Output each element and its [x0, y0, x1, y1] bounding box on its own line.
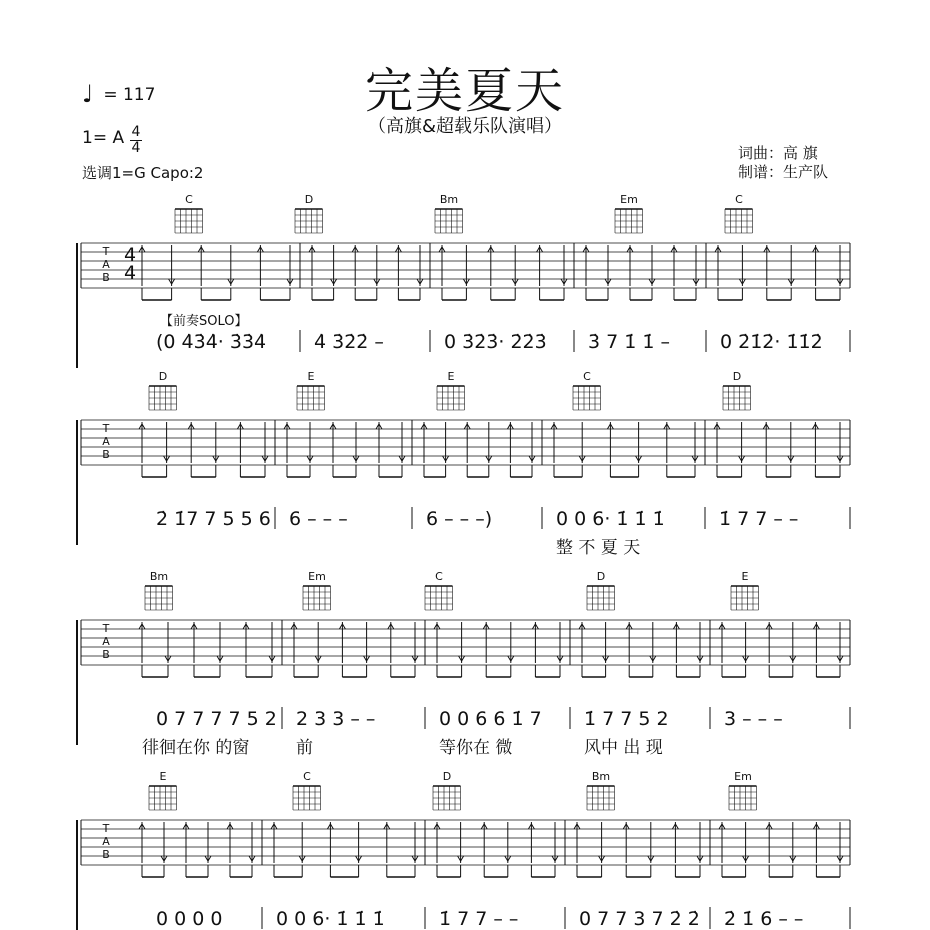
quarter-note-icon: ♩: [82, 80, 94, 108]
jianpu-notation: 0 7 7 3 7 2̇ 2̇: [579, 908, 700, 930]
jianpu-notation: 0 0 6· 1̇ 1̇ 1̇: [556, 508, 665, 530]
jianpu-notation: 0 7 7 7 7 5 2: [156, 708, 277, 730]
tab-letter: B: [102, 648, 110, 661]
chord-name: C: [583, 370, 591, 383]
lyric-line: 整 不 夏 天: [556, 538, 641, 558]
jianpu-notation: 1̇ 7 7 – –: [719, 508, 799, 530]
chord-name: Em: [308, 570, 326, 583]
lyric-line: 徘徊在你 的窗: [142, 738, 250, 758]
chord-name: Em: [620, 193, 638, 206]
chord-name: Bm: [591, 770, 611, 783]
tab-letter: T: [102, 822, 110, 835]
chord-name: E: [741, 570, 749, 583]
jianpu-notation: 0 3̇2̇3̇· 2̇2̇3̇: [444, 331, 547, 353]
chord-name: Bm: [149, 570, 169, 583]
jianpu-notation: 1̇ 7 7 – –: [439, 908, 519, 930]
chord-name: C: [185, 193, 193, 206]
song-title: 完美夏天: [364, 63, 565, 119]
lyric-line: 等你在 微: [439, 738, 513, 758]
jianpu-notation: 2̇ 1̇7 7 5 5 6: [156, 508, 271, 530]
jianpu-notation: 3 – – –: [724, 708, 783, 730]
tab-letter: B: [102, 448, 110, 461]
lyric-line: 风中 出 现: [584, 738, 663, 758]
performer-subtitle: （高旗&超载乐队演唱）: [367, 116, 563, 137]
jianpu-notation: 6 – – –: [289, 508, 348, 530]
chord-name: C: [303, 770, 311, 783]
tab-letter: A: [102, 635, 110, 648]
chord-name: C: [735, 193, 743, 206]
jianpu-notation: 6 – – –): [426, 508, 493, 530]
jianpu-notation: 3̇ 7 1̇ 1̇ –: [588, 331, 671, 353]
tab-letter: A: [102, 835, 110, 848]
jianpu-notation: 1̇ 7 7 5 2: [584, 708, 669, 730]
tempo-value: = 117: [103, 85, 156, 105]
tab-letter: A: [102, 258, 110, 271]
key-signature: 1= A: [82, 128, 125, 148]
chord-name: E: [307, 370, 315, 383]
chord-name: D: [732, 370, 742, 383]
chord-name: Bm: [439, 193, 459, 206]
jianpu-notation: 2 3 3 – –: [296, 708, 376, 730]
time-signature-bottom: 4: [131, 140, 141, 156]
chord-name: D: [596, 570, 606, 583]
tab-letter: T: [102, 422, 110, 435]
chord-name: D: [304, 193, 314, 206]
credit-transcriber: 制谱：生产队: [738, 163, 829, 181]
section-label: 【前奏SOLO】: [160, 314, 248, 329]
lyric-line: 前: [296, 738, 313, 758]
chord-name: D: [442, 770, 452, 783]
jianpu-notation: 0 0 0 0: [156, 908, 223, 930]
chord-name: C: [435, 570, 443, 583]
jianpu-notation: 2̇ 1̇ 6 – –: [724, 908, 804, 930]
chord-name: E: [447, 370, 455, 383]
chord-name: D: [158, 370, 168, 383]
jianpu-notation: 4̇ 3̇2̇2̇ –: [314, 331, 384, 353]
jianpu-notation: 0 2̇1̇2̇· 1̇1̇2̇: [720, 331, 823, 353]
time-signature-top: 4: [131, 124, 141, 140]
tab-time-signature: 4: [123, 244, 137, 266]
tab-letter: B: [102, 848, 110, 861]
tab-letter: T: [102, 622, 110, 635]
tab-letter: B: [102, 271, 110, 284]
tab-letter: A: [102, 435, 110, 448]
credit-lyrics-music: 词曲：高 旗: [738, 144, 818, 162]
chord-name: E: [159, 770, 167, 783]
capo-info: 选调1=G Capo:2: [82, 164, 204, 182]
jianpu-notation: 0 0 6· 1̇ 1̇ 1̇: [276, 908, 385, 930]
jianpu-notation: 0 0 6 6 1̇ 7: [439, 708, 542, 730]
jianpu-notation: (0 4̇3̇4̇· 3̇3̇4̇: [156, 331, 267, 353]
chord-name: Em: [734, 770, 752, 783]
tab-letter: T: [102, 245, 110, 258]
tab-time-signature: 4: [123, 262, 137, 284]
